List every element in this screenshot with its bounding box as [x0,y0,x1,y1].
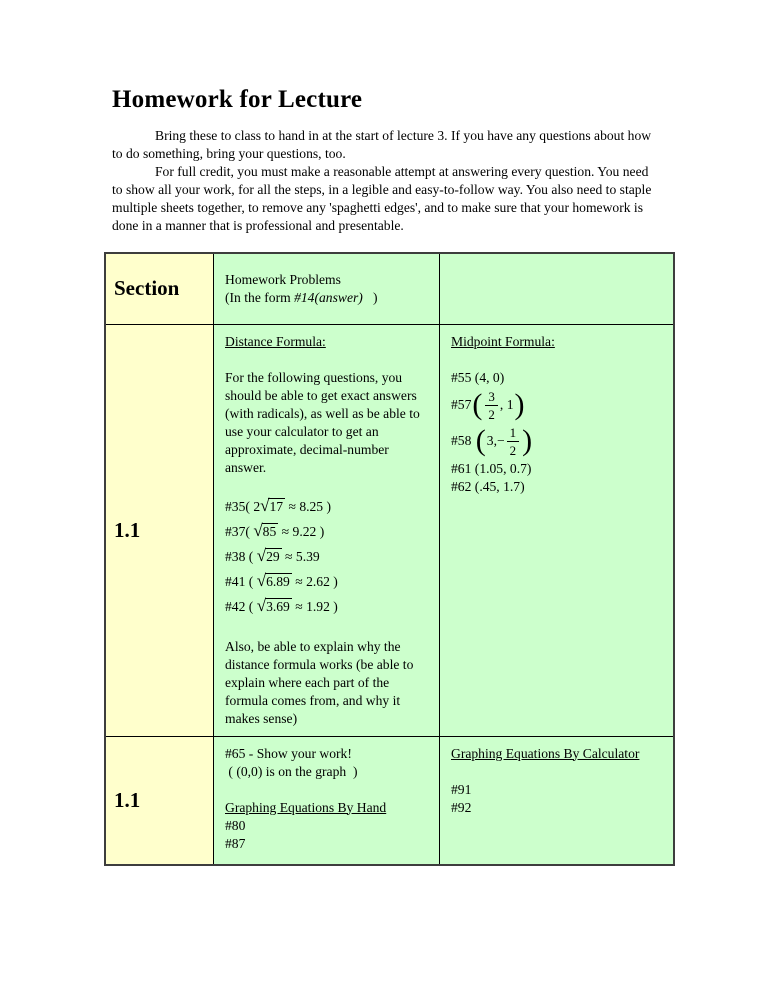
distance-explain-text: Also, be able to explain why the distance formula works (be able to explain where each part of the formula comes from, and why it makes sense) [225,638,414,726]
problem-42-answer: ≈ 1.92 ) [291,599,338,614]
fraction [485,390,498,421]
header-empty-cell [440,253,674,324]
sqrt-expression [257,548,282,564]
problem-58-first-coord: 3,− [486,433,505,448]
problem-58-label: #58 [451,433,475,448]
problem-35-answer: ≈ 8.25 ) [285,499,332,514]
midpoint-formula-heading: Midpoint Formula: [451,333,555,349]
section-cell-row1 [105,324,214,736]
distance-formula-cell [214,324,440,736]
problem-42 [225,595,431,620]
problem-35 [225,495,431,520]
header-problems-cell [214,253,440,324]
spacer [225,620,431,638]
intro-paragraph-1: Bring these to class to hand in at the start of lecture 3. If you have any questions about how to do something, bring your questions, too. [112,128,652,161]
midpoint-formula-cell [440,324,674,736]
problem-80: #80 [225,817,246,833]
problem-55: #55 (4, 0) [451,369,505,385]
radicand: 85 [262,524,277,539]
fraction [507,426,520,457]
intro-paragraphs [112,127,656,235]
spacer [451,763,665,781]
problem-58 [451,424,665,459]
problem-38 [225,545,431,570]
table-header-row [105,253,674,324]
spacer [225,781,431,799]
radical-icon: √ [256,571,267,590]
sqrt-expression [260,498,285,514]
problem-65-note: ( (0,0) is on the graph ) [225,763,358,779]
problem-38-prefix: #38 ( [225,549,257,564]
right-paren: ) [522,424,533,457]
problem-37 [225,520,431,545]
problem-91: #91 [451,781,472,797]
distance-intro-text: For the following questions, you should be able to get exact answers (with radicals), as well as be able to use your calculator to get an approximate, decimal-number answer. [225,369,420,475]
spacer [225,477,431,495]
sqrt-expression [253,523,278,539]
header-section-cell [105,253,214,324]
form-prefix: (In the form [225,289,295,305]
spacer [225,351,431,369]
problem-61: #61 (1.05, 0.7) [451,460,532,476]
problems-header-line2 [225,289,431,307]
problems-header-line1: Homework Problems [225,271,341,287]
radical-icon: √ [260,496,270,515]
numerator: 1 [507,426,520,442]
sqrt-expression [257,573,292,589]
spacer [451,351,665,369]
distance-formula-heading: Distance Formula: [225,333,326,349]
problem-38-answer: ≈ 5.39 [281,549,320,564]
numerator: 3 [485,390,498,406]
left-paren: ( [475,424,486,457]
section-cell-row2 [105,736,214,865]
graphing-by-calculator-heading: Graphing Equations By Calculator [451,745,640,761]
form-suffix: ) [362,289,378,305]
section-number: 1.1 [114,787,141,812]
problem-41 [225,570,431,595]
radicand: 29 [266,549,280,564]
page-title: Homework for Lecture [112,86,363,113]
problem-41-answer: ≈ 2.62 ) [291,574,338,589]
problem-37-answer: ≈ 9.22 ) [278,524,325,539]
graphing-by-hand-cell [214,736,440,865]
radicand: 17 [269,499,284,514]
table-row-graphing [105,736,674,865]
problem-65: #65 - Show your work! [225,745,352,761]
problem-62: #62 (.45, 1.7) [451,478,525,494]
problem-42-prefix: #42 ( [225,599,257,614]
sqrt-expression [257,598,292,614]
problem-41-prefix: #41 ( [225,574,257,589]
denominator: 2 [509,442,517,458]
problem-35-prefix: #35( 2 [225,499,261,514]
denominator: 2 [488,406,495,422]
radicand: 6.89 [266,574,290,589]
form-example: #14(answer) [294,289,363,305]
left-paren: ( [472,388,483,421]
section-number: 1.1 [114,517,141,542]
graphing-by-calculator-cell [440,736,674,865]
radicand: 3.69 [266,599,290,614]
problem-57 [451,388,665,423]
radical-icon: √ [256,596,267,615]
table-row-distance-midpoint [105,324,674,736]
radical-icon: √ [253,521,263,540]
problem-92: #92 [451,799,472,815]
radical-icon: √ [256,546,267,565]
problem-37-prefix: #37( [225,524,254,539]
problem-57-rest: , 1 [499,397,514,412]
graphing-by-hand-heading: Graphing Equations By Hand [225,799,387,815]
problem-57-label: #57 [451,397,472,412]
intro-paragraph-2: For full credit, you must make a reasonable attempt at answering every question. You need to show all your work, for all the steps, in a legible and easy-to-follow way. You also need to staple multiple sheets together, to remove any 'spaghetti edges', and to make sure that your homework is done in a manner that is professional and presentable. [112,164,652,233]
right-paren: ) [514,388,525,421]
section-header-label: Section [114,276,180,301]
homework-table [104,252,675,866]
problem-87: #87 [225,835,246,851]
